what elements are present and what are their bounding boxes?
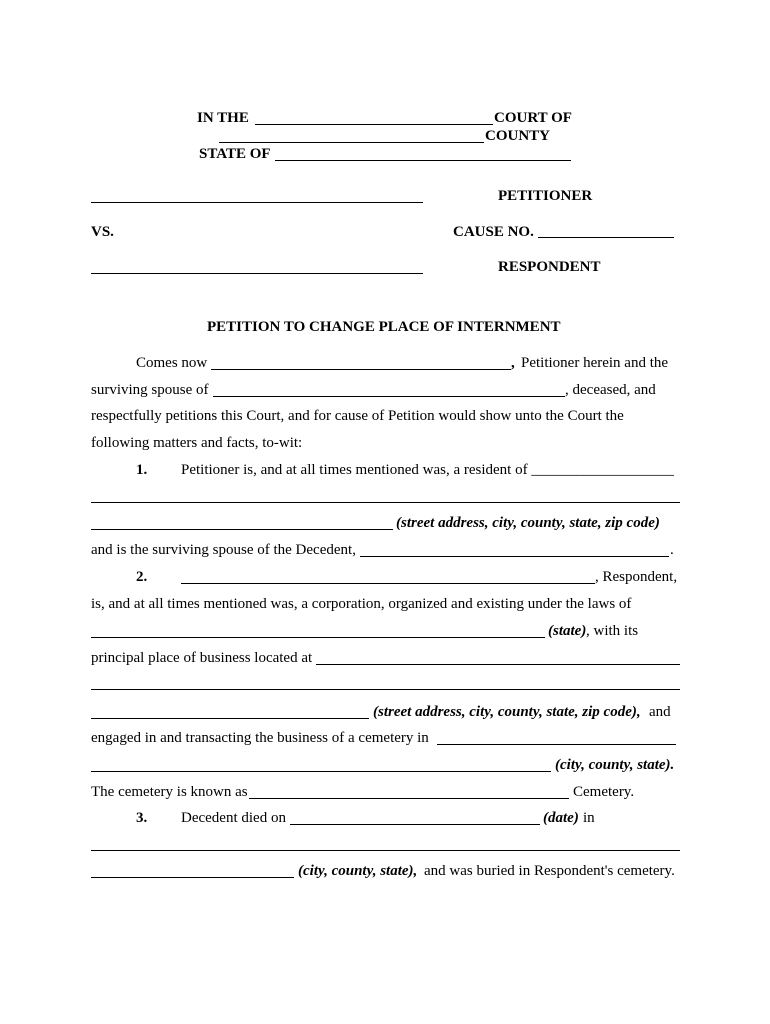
para2-state-hint: (state) bbox=[548, 623, 587, 639]
caption-county: COUNTY bbox=[485, 128, 551, 144]
para2-cemetery-location-blank-1[interactable] bbox=[437, 744, 676, 745]
para3-ccs-hint: (city, county, state), bbox=[298, 863, 418, 879]
respondent-name-blank[interactable] bbox=[91, 273, 423, 274]
caption-respondent: RESPONDENT bbox=[498, 259, 601, 275]
para2-and: and bbox=[649, 704, 671, 720]
para2-ccs-hint: (city, county, state). bbox=[555, 757, 675, 773]
caption-court-of: COURT OF bbox=[494, 110, 572, 126]
petitioner-name-blank[interactable] bbox=[91, 202, 423, 203]
para3-in: in bbox=[583, 810, 595, 826]
para1-surviving-spouse-text: and is the surviving spouse of the Decedent, bbox=[91, 542, 356, 558]
intro-respectfully: respectfully petitions this Court, and for cause of Petition would show unto the Court the bbox=[91, 408, 624, 424]
para2-principal-blank-3[interactable] bbox=[91, 718, 369, 719]
para3-location-blank-1[interactable] bbox=[91, 850, 680, 851]
intro-decedent-blank[interactable] bbox=[213, 396, 565, 397]
para2-state-blank[interactable] bbox=[91, 637, 545, 638]
para1-decedent-blank[interactable] bbox=[360, 556, 669, 557]
para2-respondent-blank[interactable] bbox=[181, 583, 595, 584]
intro-petitioner-herein: Petitioner herein and the bbox=[521, 355, 669, 371]
intro-comma: , bbox=[511, 355, 515, 371]
para3-number: 3. bbox=[136, 810, 148, 826]
para3-date-hint: (date) bbox=[543, 810, 579, 826]
intro-following: following matters and facts, to-wit: bbox=[91, 435, 303, 451]
intro-petitioner-blank[interactable] bbox=[211, 369, 511, 370]
document-title: PETITION TO CHANGE PLACE OF INTERNMENT bbox=[207, 319, 561, 335]
para1-address-hint: (street address, city, county, state, zip code) bbox=[396, 515, 660, 531]
para1-period: . bbox=[670, 542, 674, 558]
intro-surviving-spouse: surviving spouse of bbox=[91, 382, 209, 398]
county-name-blank[interactable] bbox=[219, 142, 484, 143]
caption-in-the: IN THE bbox=[197, 110, 249, 126]
intro-deceased: , deceased, and bbox=[565, 382, 656, 398]
para2-known-as: The cemetery is known as bbox=[91, 784, 248, 800]
para2-corporation-text: is, and at all times mentioned was, a corporation, organized and existing under the laws of bbox=[91, 596, 632, 612]
para1-resident-text: Petitioner is, and at all times mentioned was, a resident of ___________________ bbox=[181, 462, 674, 478]
para3-date-blank[interactable] bbox=[290, 824, 540, 825]
para2-cemetery-word: Cemetery. bbox=[573, 784, 635, 800]
para3-location-blank-2[interactable] bbox=[91, 877, 294, 878]
caption-vs: VS. bbox=[91, 224, 114, 240]
para2-principal-place: principal place of business located at bbox=[91, 650, 313, 666]
para2-with-its: , with its bbox=[586, 623, 639, 639]
para2-cemetery-location-blank-2[interactable] bbox=[91, 771, 551, 772]
para3-died-on: Decedent died on bbox=[181, 810, 286, 826]
para2-respondent-label: , Respondent, bbox=[595, 569, 678, 585]
para2-address-hint: (street address, city, county, state, zip code), bbox=[373, 704, 641, 720]
cause-no-blank[interactable] bbox=[538, 237, 674, 238]
caption-state-of: STATE OF bbox=[199, 146, 271, 162]
court-name-blank[interactable] bbox=[255, 124, 493, 125]
para1-address-blank-2[interactable] bbox=[91, 529, 393, 530]
state-name-blank[interactable] bbox=[275, 160, 571, 161]
para2-principal-blank-2[interactable] bbox=[91, 689, 680, 690]
para3-buried-text: and was buried in Respondent's cemetery. bbox=[424, 863, 675, 879]
para2-cemetery-name-blank[interactable] bbox=[249, 798, 569, 799]
caption-petitioner: PETITIONER bbox=[498, 188, 593, 204]
para2-number: 2. bbox=[136, 569, 148, 585]
para2-engaged-text: engaged in and transacting the business of a cemetery in bbox=[91, 730, 429, 746]
para1-address-blank-1[interactable] bbox=[91, 502, 680, 503]
caption-cause-no: CAUSE NO. bbox=[453, 224, 534, 240]
para1-number: 1. bbox=[136, 462, 148, 478]
intro-comes-now: Comes now bbox=[136, 355, 208, 371]
para2-principal-blank-1[interactable] bbox=[316, 664, 680, 665]
